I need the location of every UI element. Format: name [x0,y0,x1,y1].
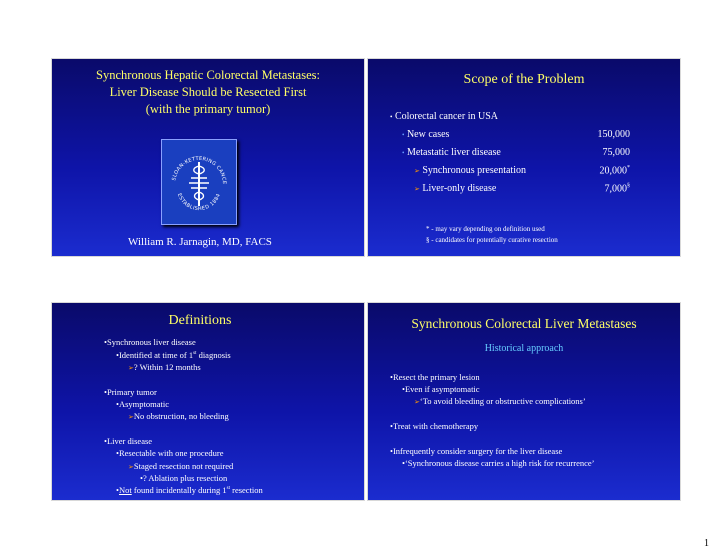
history-line: ➢‘To avoid bleeding or obstructive complications’ [414,396,586,406]
history-line: •Even if asymptomatic [402,384,480,394]
scope-value: 7,000§ [604,183,630,195]
def-line: •Primary tumor [104,387,157,397]
author: William R. Jarnagin, MD, FACS [128,236,272,248]
def-line: •Asymptomatic [116,399,170,409]
page-number: 1 [704,538,709,549]
logo-top-text: SLOAN-KETTERING CANCE [171,155,228,185]
slide-title [51,58,365,257]
history-line: •Treat with chemotherapy [390,421,479,431]
slide4-subtitle: Historical approach [484,343,564,354]
def-line: •Not found incidentally during 1st resection [116,485,263,495]
def-line: ➢No obstruction, no bleeding [128,411,229,421]
history-line: •Resect the primary lesion [390,372,480,382]
scope-item: ➢ Synchronous presentation [414,165,526,176]
scope-value: 150,000 [597,129,630,140]
slide-scope [367,58,681,257]
scope-value: 75,000 [602,147,630,158]
history-line: •Infrequently consider surgery for the liver disease [390,446,563,456]
slide1-title-line2: Liver Disease Should be Resected First [109,85,307,99]
msk-cancer-center-seal-icon [161,139,237,225]
history-line: •‘Synchronous disease carries a high risk for recurrence’ [402,458,595,468]
footnote: * - may vary depending on definition used [426,225,545,233]
scope-item: • New cases [402,129,450,140]
def-line: •Identified at time of 1st diagnosis [116,350,231,360]
scope-value: 20,000* [599,165,630,177]
def-line: •Resectable with one procedure [116,448,224,458]
slide1-title [52,67,364,118]
scope-item: ➢ Liver-only disease [414,183,497,194]
def-line: •Liver disease [104,436,153,446]
slide1-title-line1: Synchronous Hepatic Colorectal Metastases: [96,68,320,82]
scope-item: • Metastatic liver disease [402,147,501,158]
logo-bottom-text: ESTABLISHED 1884 [175,192,223,213]
scope-item: • Colorectal cancer in USA [390,111,498,122]
def-line: •Synchronous liver disease [104,337,196,347]
slide3-title: Definitions [168,313,232,328]
def-line: ➢? Within 12 months [128,362,201,372]
slide2-title: Scope of the Problem [463,72,585,87]
slide1-title-line3: (with the primary tumor) [145,102,271,116]
def-line: ➢Staged resection not required [128,461,234,471]
def-line: •? Ablation plus resection [140,473,228,483]
slide-definitions [51,302,365,501]
slide-historical [367,302,681,501]
footnote: § - candidates for potentially curative resection [426,236,558,244]
slide4-title: Synchronous Colorectal Liver Metastases [411,316,637,331]
